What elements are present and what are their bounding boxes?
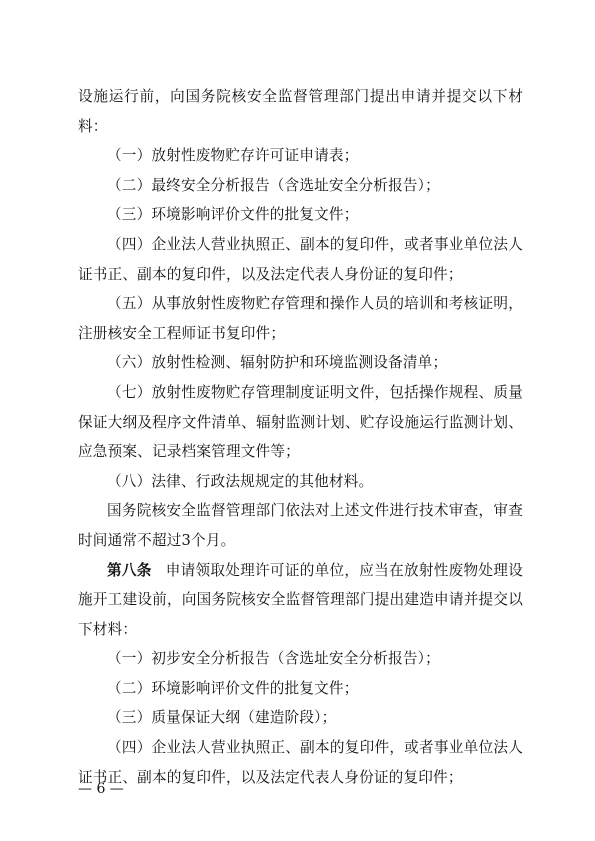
article-8-text: 申请领取处理许可证的单位，应当在放射性废物处理设施开工建设前，向国务院核安全监督管理部门提出建造申请并提交以下材料： — [78, 561, 523, 638]
list-item-3: （三）环境影响评价文件的批复文件； — [107, 206, 359, 224]
article-8-item-3: （三）质量保证大纲（建造阶段）； — [107, 709, 337, 727]
list-item-6: （六）放射性检测、辐射防护和环境监测设备清单； — [107, 354, 448, 372]
list-item-1: （一）放射性废物贮存许可证申请表； — [107, 147, 359, 165]
list-item-4: （四）企业法人营业执照正、副本的复印件，或者事业单位法人证书正、副本的复印件，以及法定代表人身份证的复印件； — [78, 235, 523, 283]
article-8-item-1: （一）初步安全分析报告（含选址安全分析报告）； — [107, 650, 440, 668]
list-item-7: （七）放射性废物贮存管理制度证明文件，包括操作规程、质量保证大纲及程序文件清单、辐射监测计划、贮存设施运行监测计划、应急预案、记录档案管理文件等； — [78, 383, 523, 461]
article-8-item-2: （二）环境影响评价文件的批复文件； — [107, 679, 359, 697]
paragraph-intro-continuation: 设施运行前，向国务院核安全监督管理部门提出申请并提交以下材料： — [78, 88, 523, 135]
article-8-item-4: （四）企业法人营业执照正、副本的复印件，或者事业单位法人证书正、副本的复印件，以及法定代表人身份证的复印件； — [78, 739, 523, 786]
article-number: 第八条 — [107, 561, 152, 579]
article-8-paragraph — [78, 556, 523, 645]
page-body — [78, 82, 523, 792]
review-paragraph: 国务院核安全监督管理部门依法对上述文件进行技术审查，审查时间通常不超过3个月。 — [78, 502, 523, 549]
list-item-2: （二）最终安全分析报告（含选址安全分析报告）； — [107, 176, 440, 194]
list-item-8: （八）法律、行政法规规定的其他材料。 — [107, 472, 374, 490]
page-number: — 6 — — [78, 781, 124, 797]
list-item-5: （五）从事放射性废物贮存管理和操作人员的培训和考核证明，注册核安全工程师证书复印件； — [78, 295, 523, 342]
